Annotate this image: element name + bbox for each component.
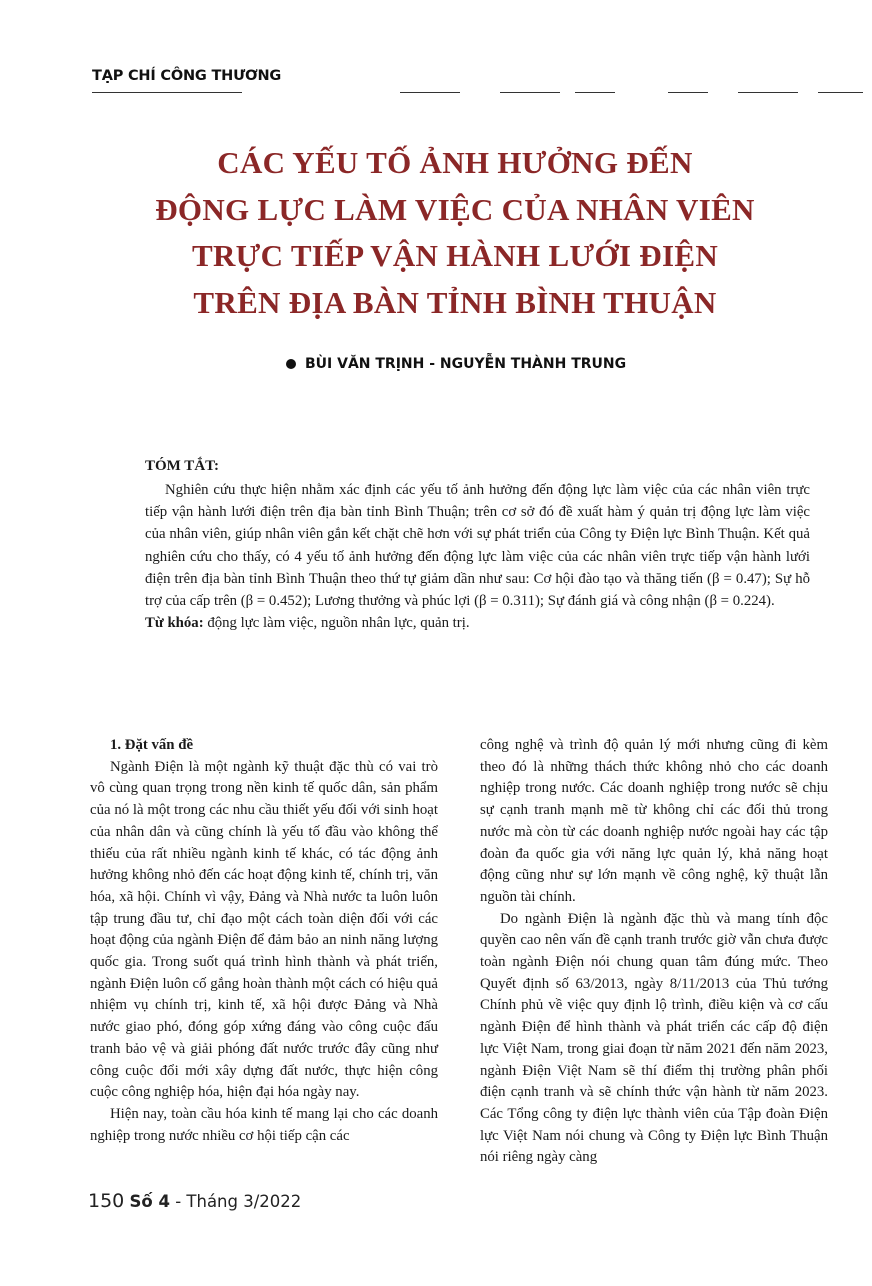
abstract-heading: TÓM TẮT: <box>145 458 220 474</box>
right-column <box>480 735 828 1169</box>
authors-line <box>286 356 626 372</box>
header-rule <box>92 92 242 93</box>
keywords <box>145 612 810 634</box>
keywords-text: động lực làm việc, nguồn nhân lực, quản trị. <box>203 615 470 632</box>
header-rule <box>738 92 798 93</box>
abstract <box>145 479 810 634</box>
title-line: TRÊN ĐỊA BÀN TỈNH BÌNH THUẬN <box>193 284 717 320</box>
header-rule <box>400 92 460 93</box>
keywords-label: Từ khóa: <box>145 615 204 632</box>
title-line: TRỰC TIẾP VẬN HÀNH LƯỚI ĐIỆN <box>192 238 718 273</box>
issue-date: - Tháng 3/2022 <box>169 1192 302 1211</box>
page-footer <box>88 1190 301 1212</box>
bullet-icon <box>286 359 296 369</box>
title-line: CÁC YẾU TỐ ẢNH HƯỞNG ĐẾN <box>217 145 693 180</box>
article-title <box>60 140 850 326</box>
paragraph: Do ngành Điện là ngành đặc thù và mang tính độc quyền cao nên vấn đề cạnh tranh trước giờ vẫn chưa được toàn ngành Điện nói chung quan tâm đúng mức. Theo Quyết định số 63/2013, ngày 8/11/2013 của Thủ tướng Chính phủ về việc quy định lộ trình, điều kiện và cơ cấu ngành Điện để hình thành và phát triển các cấp độ điện lực Việt Nam, trong giai đoạn từ năm 2021 đến năm 2023, ngành Điện Việt Nam sẽ thí điểm thị trường phân phối điện cạnh tranh và sẽ chính thức vận hành từ năm 2023. Các Tổng công ty điện lực thành viên của Tập đoàn Điện lực Việt Nam nói chung và Công ty Điện lực Bình Thuận nói riêng ngày càng <box>480 910 828 1166</box>
title-line: ĐỘNG LỰC LÀM VIỆC CỦA NHÂN VIÊN <box>155 191 755 227</box>
page-number: 150 <box>88 1190 125 1212</box>
issue-number: Số 4 <box>129 1192 170 1211</box>
paragraph: công nghệ và trình độ quản lý mới nhưng cũng đi kèm theo đó là những thách thức không nhỏ cho các doanh nghiệp trong nước. Các doanh nghiệp trong nước sẽ chịu sự cạnh tranh mạnh mẽ từ không chỉ các đối thủ trong nước mà còn từ các doanh nghiệp nước ngoài hay các tập đoàn đa quốc gia với năng lực quản lý, khả năng hoạt động cũng như sự lớn mạnh về công nghệ, kỹ thuật lẫn nguồn tài chính. <box>480 737 828 905</box>
left-column <box>90 735 438 1147</box>
section-heading: 1. Đặt vấn đề <box>110 737 194 753</box>
header-rule <box>575 92 615 93</box>
paragraph: Ngành Điện là một ngành kỹ thuật đặc thù có vai trò vô cùng quan trọng trong nền kinh tế quốc dân, sản phẩm của nó là một trong các nhu cầu thiết yếu đối với sinh hoạt của nhân dân và cũng chính là yếu tố đầu vào không thể thiếu của rất nhiều ngành kinh tế khác, có tác động ảnh hưởng không nhỏ đến các hoạt động kinh tế, chính trị, văn hóa, xã hội. Chính vì vậy, Đảng và Nhà nước ta luôn luôn tập trung đầu tư, chỉ đạo một cách toàn diện đối với các hoạt động của ngành Điện để đảm bảo an ninh năng lượng quốc gia. Trong suốt quá trình hình thành và phát triển, ngành Điện luôn cố gắng hoàn thành một cách có hiệu quả nhiệm vụ chính trị, kinh tế, xã hội được Đảng và Nhà nước giao phó, đóng góp xứng đáng vào công cuộc đấu tranh bảo vệ và giải phóng đất nước trước đây cũng như công cuộc đổi mới xây dựng đất nước, thực hiện công cuộc công nghiệp hóa, hiện đại hóa ngày nay. <box>90 758 438 1101</box>
header-rule <box>818 92 863 93</box>
journal-name: TẠP CHÍ CÔNG THƯƠNG <box>92 68 282 84</box>
authors: BÙI VĂN TRỊNH - NGUYỄN THÀNH TRUNG <box>305 356 627 372</box>
paragraph: Hiện nay, toàn cầu hóa kinh tế mang lại cho các doanh nghiệp trong nước nhiều cơ hội tiếp cận các <box>90 1105 438 1144</box>
header-rule <box>500 92 560 93</box>
header-rule <box>668 92 708 93</box>
abstract-body: Nghiên cứu thực hiện nhằm xác định các yếu tố ảnh hưởng đến động lực làm việc của các nhân viên trực tiếp vận hành lưới điện trên địa bàn tỉnh Bình Thuận; trên cơ sở đó đề xuất hàm ý quản trị động lực làm việc của nhân viên, giúp nhân viên gắn kết chặt chẽ hơn với sự phát triển của Công ty Điện lực Bình Thuận. Kết quả nghiên cứu cho thấy, có 4 yếu tố ảnh hưởng đến động lực làm việc của các nhân viên trực tiếp vận hành lưới điện trên địa bàn tỉnh Bình Thuận theo thứ tự giảm dần như sau: Cơ hội đào tạo và thăng tiến (β = 0.47); Sự hỗ trợ của cấp trên (β = 0.452); Lương thưởng và phúc lợi (β = 0.311); Sự đánh giá và công nhận (β = 0.224). <box>145 482 810 610</box>
